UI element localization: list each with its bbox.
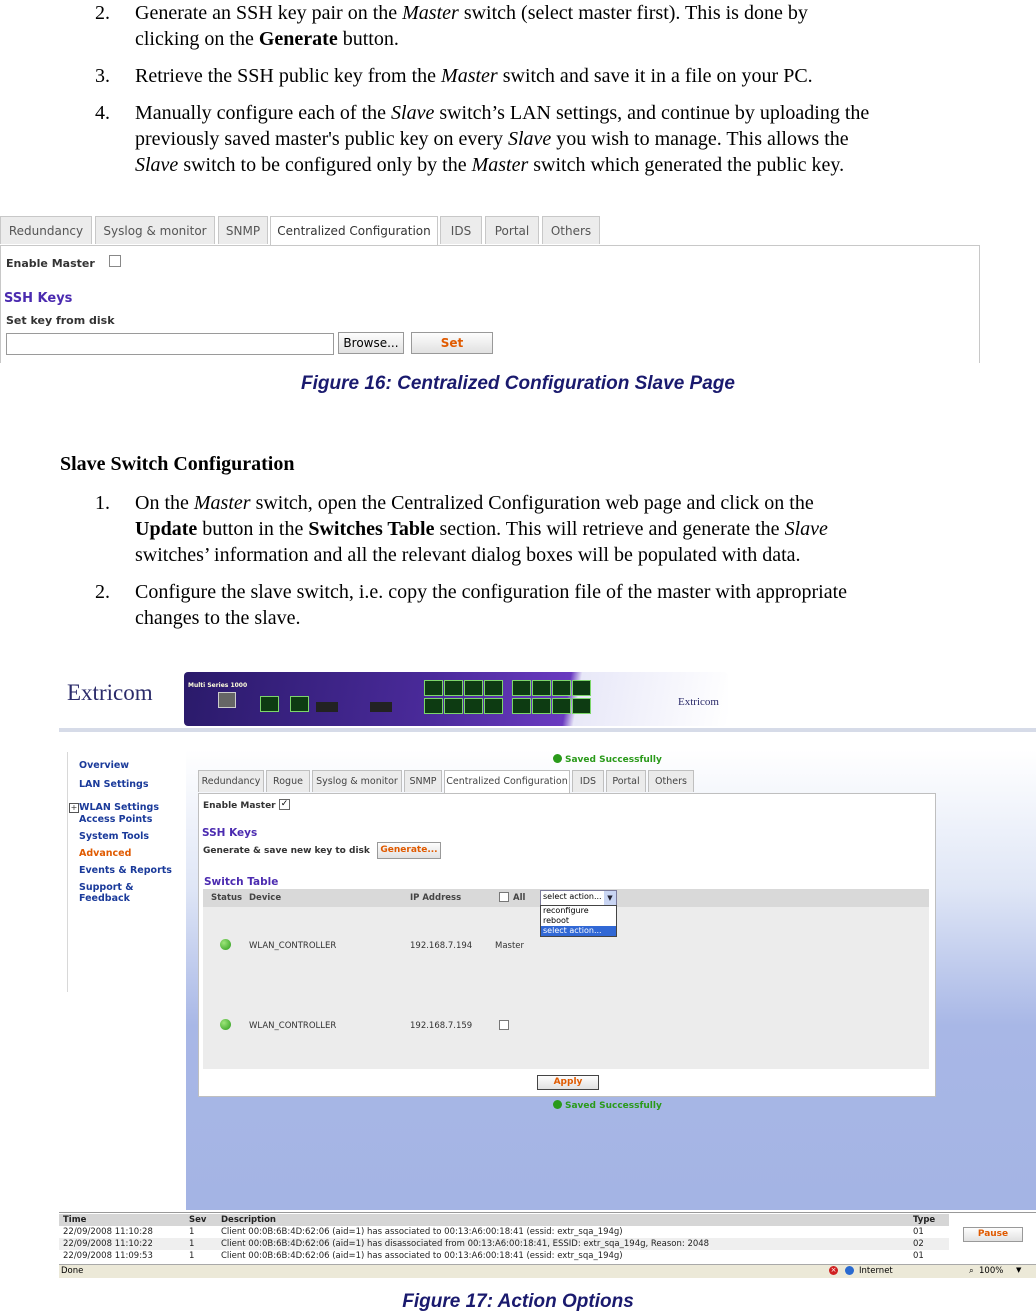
status-zoom[interactable]: 100%	[979, 1266, 1004, 1276]
sfp-port-icon	[370, 702, 392, 712]
log-sev: 1	[189, 1239, 195, 1249]
row-device: WLAN_CONTROLLER	[249, 941, 337, 951]
ethernet-port-icon	[290, 696, 309, 712]
nav-wlan-settings[interactable]: WLAN Settings	[79, 802, 159, 813]
step-b2-text: Configure the slave switch, i.e. copy the configuration file of the master with appropriate changes to the slave.	[135, 581, 848, 629]
ethernet-port-icon	[444, 680, 463, 696]
success-icon	[553, 1100, 562, 1109]
nav-support-feedback[interactable]: Support & Feedback	[79, 882, 134, 904]
log-time: 22/09/2008 11:09:53	[63, 1251, 153, 1261]
tab-redundancy[interactable]: Redundancy	[198, 770, 264, 792]
set-button[interactable]: Set	[411, 332, 493, 354]
tab-snmp[interactable]: SNMP	[218, 216, 268, 244]
enable-master-checkbox[interactable]	[109, 255, 121, 267]
status-ok-icon	[220, 939, 231, 950]
event-log	[59, 1212, 1036, 1265]
ssh-keys-heading: SSH Keys	[4, 291, 73, 306]
section-heading: Slave Switch Configuration	[60, 453, 295, 475]
zoom-dropdown-icon[interactable]: ▼	[1016, 1266, 1022, 1274]
ethernet-port-icon	[552, 680, 571, 696]
tab-others[interactable]: Others	[648, 770, 694, 792]
log-col-sev: Sev	[189, 1215, 207, 1225]
nav-events-reports[interactable]: Events & Reports	[79, 865, 172, 876]
row-ip: 192.168.7.159	[410, 1021, 473, 1031]
nav-edge	[67, 752, 68, 992]
log-type: 01	[913, 1227, 924, 1237]
ethernet-port-icon	[572, 680, 591, 696]
col-all: All	[513, 893, 526, 903]
status-ok-icon	[220, 1019, 231, 1030]
saved-message-top: Saved Successfully	[553, 754, 662, 765]
tab-bar	[198, 770, 698, 794]
tab-portal[interactable]: Portal	[485, 216, 539, 244]
ethernet-port-icon	[464, 680, 483, 696]
header-banner	[59, 666, 1036, 732]
row-select-checkbox[interactable]	[499, 1020, 509, 1030]
option-select-action[interactable]: select action...	[541, 926, 616, 936]
nav-system-tools[interactable]: System Tools	[79, 831, 150, 842]
col-status: Status	[211, 893, 243, 903]
log-sev: 1	[189, 1251, 195, 1261]
action-dropdown-list	[540, 905, 617, 937]
step-number: 2.	[95, 581, 110, 603]
enable-master-label: Enable Master	[6, 257, 95, 270]
apply-button[interactable]: Apply	[537, 1075, 599, 1090]
tab-panel	[0, 245, 980, 363]
log-type: 02	[913, 1239, 924, 1249]
tab-centralized-configuration[interactable]: Centralized Configuration	[270, 216, 438, 246]
ethernet-port-icon	[444, 698, 463, 714]
ethernet-port-icon	[512, 698, 531, 714]
expand-icon[interactable]: +	[70, 803, 78, 812]
left-nav	[70, 760, 187, 904]
header-divider	[59, 728, 1036, 732]
step-number: 2.	[95, 2, 110, 24]
figure-16-caption: Figure 16: Centralized Configuration Slave Page	[301, 373, 735, 394]
status-done: Done	[61, 1266, 84, 1276]
ethernet-port-icon	[484, 698, 503, 714]
figure-17-caption: Figure 17: Action Options	[402, 1291, 634, 1312]
ethernet-port-icon	[484, 680, 503, 696]
ethernet-port-icon	[512, 680, 531, 696]
magnifier-icon: ⌕	[969, 1266, 974, 1276]
key-file-input[interactable]	[6, 333, 334, 355]
ethernet-port-icon	[464, 698, 483, 714]
log-row	[59, 1238, 949, 1250]
status-zone: Internet	[859, 1266, 893, 1276]
nav-overview[interactable]: Overview	[79, 760, 130, 771]
ethernet-port-icon	[424, 680, 443, 696]
status-bar	[59, 1264, 1036, 1278]
extricom-logo-small: Extricom	[678, 696, 719, 708]
log-row	[59, 1226, 949, 1238]
table-row	[203, 1019, 929, 1033]
device-label: Multi Series 1000	[188, 682, 248, 689]
saved-message-bottom: Saved Successfully	[553, 1100, 662, 1111]
log-sev: 1	[189, 1227, 195, 1237]
enable-master-label: Enable Master	[203, 801, 276, 811]
generate-button[interactable]: Generate...	[377, 842, 441, 859]
browse-button[interactable]: Browse...	[338, 332, 404, 354]
tab-rogue[interactable]: Rogue	[266, 770, 310, 792]
row-ip: 192.168.7.194	[410, 941, 473, 951]
log-col-type: Type	[913, 1215, 936, 1225]
tab-syslog[interactable]: Syslog & monitor	[95, 216, 215, 244]
tab-centralized-configuration[interactable]: Centralized Configuration	[444, 770, 570, 794]
success-icon	[553, 754, 562, 763]
console-port-icon	[218, 692, 236, 708]
tab-others[interactable]: Others	[542, 216, 600, 244]
generate-label: Generate & save new key to disk	[203, 846, 370, 856]
chevron-down-icon[interactable]: ▼	[604, 891, 616, 905]
tab-redundancy[interactable]: Redundancy	[0, 216, 92, 244]
step-4-text: Manually configure each of the Slave switch’s LAN settings, and continue by uploading the previously saved master's public key on every Slave you wish to manage. This allows the Slave switch to be configured only by the Master switch which generated the public key.	[135, 102, 870, 176]
main-area	[186, 750, 1036, 1210]
tab-syslog[interactable]: Syslog & monitor	[312, 770, 402, 792]
log-row	[59, 1250, 949, 1262]
step-number: 3.	[95, 65, 110, 87]
extricom-logo: Extricom	[67, 680, 153, 705]
row-role: Master	[495, 941, 525, 951]
ethernet-port-icon	[532, 680, 551, 696]
sfp-port-icon	[316, 702, 338, 712]
nav-lan-settings[interactable]: LAN Settings	[79, 779, 149, 790]
log-type: 01	[913, 1251, 924, 1261]
action-select[interactable]	[540, 890, 617, 906]
device-faceplate	[184, 672, 728, 726]
ethernet-port-icon	[572, 698, 591, 714]
col-ip-address: IP Address	[410, 893, 462, 903]
log-time: 22/09/2008 11:10:28	[63, 1227, 153, 1237]
ethernet-port-icon	[532, 698, 551, 714]
figure-16-screenshot	[0, 216, 980, 362]
table-header	[203, 889, 929, 935]
enable-master-checkbox[interactable]: ✓	[280, 799, 289, 809]
ethernet-port-icon	[260, 696, 279, 712]
tab-ids[interactable]: IDS	[440, 216, 482, 244]
col-device: Device	[249, 893, 282, 903]
option-reboot[interactable]: reboot	[543, 916, 570, 925]
config-panel	[198, 793, 936, 1097]
step-number: 4.	[95, 102, 110, 124]
table-row	[203, 939, 929, 953]
step-number: 1.	[95, 492, 110, 514]
log-col-time: Time	[63, 1215, 87, 1225]
event-log-table	[59, 1214, 949, 1262]
globe-icon	[845, 1266, 854, 1275]
ethernet-port-icon	[552, 698, 571, 714]
switch-table	[203, 889, 929, 1069]
select-all-checkbox[interactable]	[499, 892, 509, 902]
log-header-row	[59, 1214, 949, 1226]
log-description: Client 00:0B:6B:4D:62:06 (aid=1) has disassociated from 00:13:A6:00:18:41, ESSID: extr_sqa_194g, Reason: 2048	[221, 1239, 710, 1249]
switch-table-heading: Switch Table	[204, 876, 279, 888]
log-description: Client 00:0B:6B:4D:62:06 (aid=1) has associated to 00:13:A6:00:18:41 (essid: extr_sqa_194g)	[221, 1251, 623, 1261]
log-description: Client 00:0B:6B:4D:62:06 (aid=1) has associated to 00:13:A6:00:18:41 (essid: extr_sqa_194g)	[221, 1227, 623, 1237]
log-time: 22/09/2008 11:10:22	[63, 1239, 153, 1249]
option-reconfigure[interactable]: reconfigure	[543, 906, 589, 915]
nav-access-points[interactable]: Access Points	[79, 814, 153, 825]
action-select-value: select action...	[543, 892, 602, 901]
pause-button[interactable]: Pause	[963, 1227, 1023, 1242]
step-2-text: Generate an SSH key pair on the Master switch (select master first). This is done by clicking on the Generate button.	[135, 2, 808, 50]
tab-portal[interactable]: Portal	[606, 770, 646, 792]
step-3-text: Retrieve the SSH public key from the Master switch and save it in a file on your PC.	[135, 65, 813, 87]
tab-bar	[0, 216, 980, 246]
step-b1-text: On the Master switch, open the Centralized Configuration web page and click on the Update button in the Switches Table section. This will retrieve and generate the Slave switches’ information and all the relevant dialog boxes will be populated with data.	[135, 492, 828, 566]
tab-snmp[interactable]: SNMP	[404, 770, 442, 792]
set-key-label: Set key from disk	[6, 314, 115, 327]
row-device: WLAN_CONTROLLER	[249, 1021, 337, 1031]
figure-17-screenshot	[59, 666, 1036, 1278]
ethernet-port-icon	[424, 698, 443, 714]
blocked-icon: ×	[830, 1266, 837, 1274]
log-col-description: Description	[221, 1215, 276, 1225]
tab-ids[interactable]: IDS	[572, 770, 604, 792]
nav-advanced[interactable]: Advanced	[79, 848, 132, 859]
ssh-keys-heading: SSH Keys	[202, 827, 258, 839]
